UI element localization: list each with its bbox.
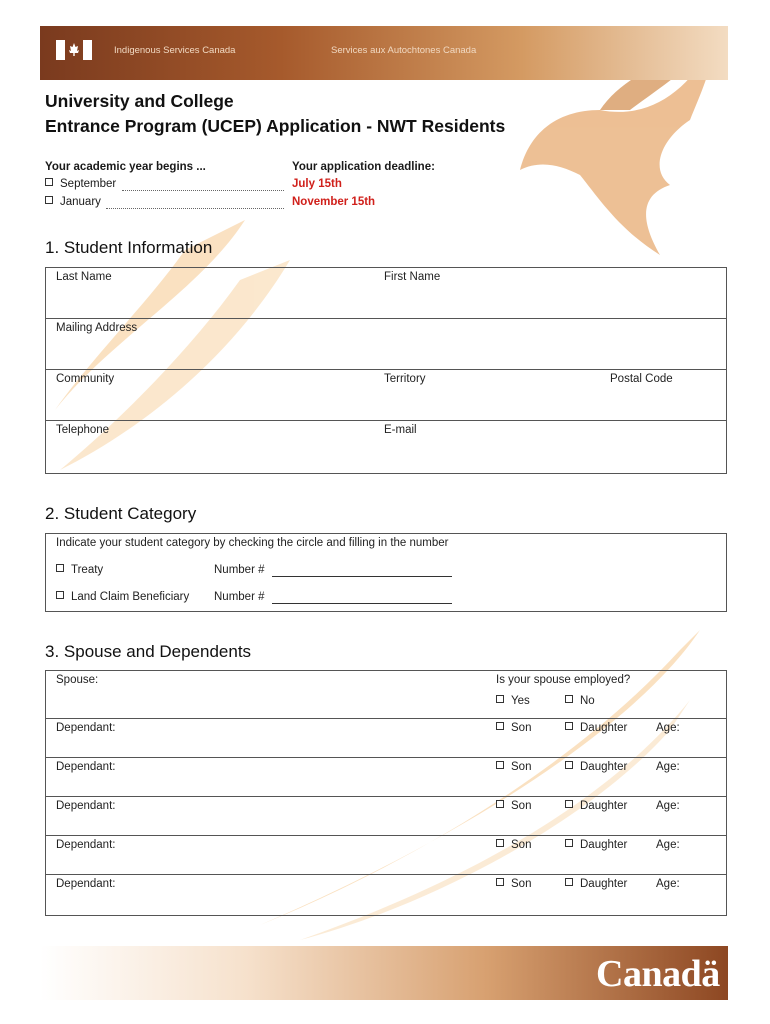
divider	[45, 369, 726, 370]
dependant-daughter[interactable]: Daughter	[565, 761, 627, 773]
checkbox-september[interactable]	[45, 178, 53, 186]
dotted-leader	[122, 190, 284, 191]
academic-year-label: Your academic year begins ...	[45, 161, 206, 173]
dependant-field[interactable]: Dependant:	[56, 800, 116, 812]
dependant-field[interactable]: Dependant:	[56, 722, 116, 734]
treaty-number-label: Number #	[214, 564, 265, 576]
last-name-field[interactable]: Last Name	[56, 271, 112, 283]
dependant-age-field[interactable]: Age:	[656, 761, 680, 773]
checkbox-treaty[interactable]	[56, 564, 64, 572]
checkbox-son[interactable]	[496, 839, 504, 847]
telephone-field[interactable]: Telephone	[56, 424, 110, 436]
community-field[interactable]: Community	[56, 373, 115, 385]
deadline-november: November 15th	[292, 196, 376, 208]
checkbox-son[interactable]	[496, 722, 504, 730]
checkbox-no[interactable]	[565, 695, 573, 703]
checkbox-son[interactable]	[496, 761, 504, 769]
page-title-line1: University and College	[45, 91, 234, 111]
canada-wordmark-logo: Canadä	[596, 953, 720, 995]
dependant-daughter[interactable]: Daughter	[565, 878, 627, 890]
dependant-son[interactable]: Son	[496, 761, 531, 773]
territory-field[interactable]: Territory	[384, 373, 426, 385]
header-department-en: Indigenous Services Canada	[114, 45, 236, 56]
student-info-box	[45, 267, 727, 474]
deadline-july: July 15th	[292, 178, 342, 190]
checkbox-daughter[interactable]	[565, 761, 573, 769]
header-department-fr: Services aux Autochtones Canada	[331, 45, 477, 56]
dependant-age-field[interactable]: Age:	[656, 800, 680, 812]
dependant-son[interactable]: Son	[496, 800, 531, 812]
divider	[45, 718, 726, 719]
dependant-son[interactable]: Son	[496, 722, 531, 734]
dependant-age-field[interactable]: Age:	[656, 722, 680, 734]
first-name-field[interactable]: First Name	[384, 271, 441, 283]
checkbox-daughter[interactable]	[565, 878, 573, 886]
spouse-employed-label: Is your spouse employed?	[496, 674, 631, 686]
divider	[45, 757, 726, 758]
postal-code-field[interactable]: Postal Code	[610, 373, 673, 385]
dependant-daughter[interactable]: Daughter	[565, 839, 627, 851]
checkbox-daughter[interactable]	[565, 839, 573, 847]
divider	[45, 835, 726, 836]
treaty-number-input[interactable]	[272, 576, 452, 577]
section2-heading: 2. Student Category	[45, 504, 197, 523]
spouse-employed-yes[interactable]: Yes	[496, 695, 530, 707]
divider	[45, 318, 726, 319]
academic-year-september[interactable]: September	[45, 178, 116, 190]
deadline-label: Your application deadline:	[292, 161, 435, 173]
checkbox-son[interactable]	[496, 878, 504, 886]
land-claim-number-input[interactable]	[272, 603, 452, 604]
section3-heading: 3. Spouse and Dependents	[45, 642, 252, 661]
dependant-daughter[interactable]: Daughter	[565, 800, 627, 812]
spouse-employed-no[interactable]: No	[565, 695, 595, 707]
page-title-line2: Entrance Program (UCEP) Application - NWT Residents	[45, 116, 506, 136]
category-treaty[interactable]: Treaty	[56, 564, 103, 576]
checkbox-son[interactable]	[496, 800, 504, 808]
land-claim-number-label: Number #	[214, 591, 265, 603]
dotted-leader	[106, 208, 284, 209]
checkbox-yes[interactable]	[496, 695, 504, 703]
checkbox-daughter[interactable]	[565, 722, 573, 730]
dependant-son[interactable]: Son	[496, 839, 531, 851]
email-field[interactable]: E-mail	[384, 424, 417, 436]
divider	[45, 796, 726, 797]
divider	[45, 420, 726, 421]
checkbox-january[interactable]	[45, 196, 53, 204]
dependant-daughter[interactable]: Daughter	[565, 722, 627, 734]
divider	[45, 874, 726, 875]
checkbox-land-claim[interactable]	[56, 591, 64, 599]
checkbox-daughter[interactable]	[565, 800, 573, 808]
category-instruction: Indicate your student category by checking the circle and filling in the number	[56, 537, 449, 549]
dependant-age-field[interactable]: Age:	[656, 839, 680, 851]
section1-heading: 1. Student Information	[45, 238, 213, 257]
dependant-field[interactable]: Dependant:	[56, 761, 116, 773]
mailing-address-field[interactable]: Mailing Address	[56, 322, 138, 334]
dependant-field[interactable]: Dependant:	[56, 839, 116, 851]
canada-flag-icon	[56, 40, 92, 60]
category-land-claim[interactable]: Land Claim Beneficiary	[56, 591, 189, 603]
dependant-field[interactable]: Dependant:	[56, 878, 116, 890]
dependant-son[interactable]: Son	[496, 878, 531, 890]
dependant-age-field[interactable]: Age:	[656, 878, 680, 890]
spouse-field[interactable]: Spouse:	[56, 674, 99, 686]
academic-year-january[interactable]: January	[45, 196, 101, 208]
